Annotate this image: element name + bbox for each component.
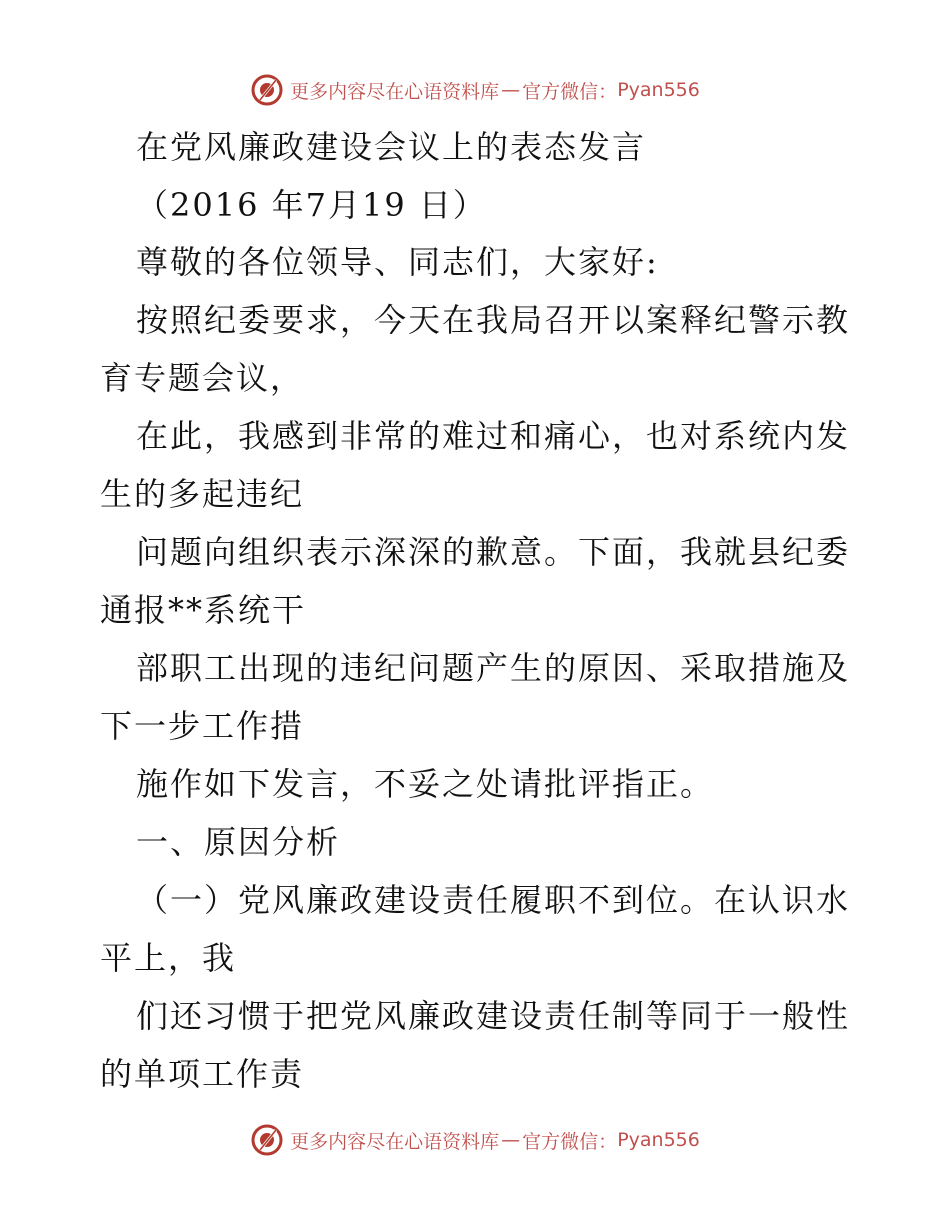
paragraph-line: 问题向组织表示深深的歉意。下面，我就县纪委 xyxy=(136,533,851,571)
paragraph-line: 下一步工作措 xyxy=(100,707,305,745)
paragraph-line: 平上，我 xyxy=(100,939,237,977)
paragraph-line: 生的多起违纪 xyxy=(100,475,305,513)
paragraph-line: 们还习惯于把党风廉政建设责任制等同于一般性 xyxy=(136,997,851,1035)
banner-official-text: 官方微信： xyxy=(522,80,618,103)
paragraph-line: 部职工出现的违纪问题产生的原因、采取措施及 xyxy=(136,649,851,687)
paragraph-line: 尊敬的各位领导、同志们，大家好: xyxy=(136,243,659,281)
section-heading: 一、原因分析 xyxy=(136,823,341,861)
paragraph-line: （一）党风廉政建设责任履职不到位。在认识水 xyxy=(136,881,851,919)
document-date: （2016 年7月19 日） xyxy=(136,186,487,224)
paragraph-line: 在此，我感到非常的难过和痛心，也对系统内发 xyxy=(136,417,851,455)
banner-official-text: 官方微信： xyxy=(522,1130,618,1153)
document-title: 在党风廉政建设会议上的表态发言 xyxy=(136,128,647,166)
paragraph-line: 育专题会议， xyxy=(100,359,305,397)
paragraph-line: 施作如下发言，不妥之处请批评指正。 xyxy=(136,765,715,803)
banner-dash: — xyxy=(501,1129,521,1151)
banner-library-text: 更多内容尽在心语资料库 xyxy=(290,1130,500,1153)
banner-wechat-id: Pyan556 xyxy=(617,79,700,101)
banner-dash: — xyxy=(501,79,521,101)
paragraph-line: 的单项工作责 xyxy=(100,1055,305,1093)
paragraph-line: 按照纪委要求，今天在我局召开以案释纪警示教 xyxy=(136,301,851,339)
logo-icon xyxy=(250,1123,284,1157)
paragraph-line: 通报**系统干 xyxy=(100,591,307,629)
banner-library-text: 更多内容尽在心语资料库 xyxy=(290,80,500,103)
footer-banner xyxy=(0,1120,950,1160)
banner-wechat-id: Pyan556 xyxy=(617,1129,700,1151)
